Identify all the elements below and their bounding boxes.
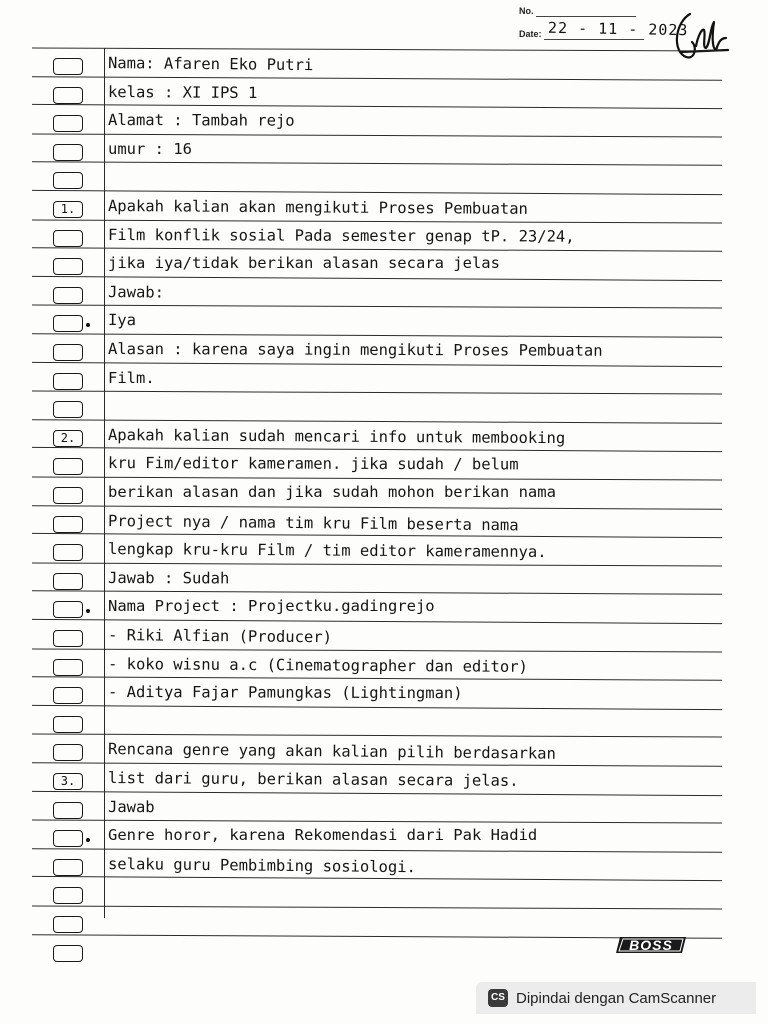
row-checkbox[interactable] (53, 373, 83, 390)
ruled-line (32, 361, 722, 366)
row-checkbox[interactable] (53, 401, 83, 418)
row-checkbox[interactable] (53, 573, 83, 590)
row-checkbox[interactable] (53, 172, 83, 189)
row-checkbox[interactable] (53, 802, 83, 819)
handwritten-line: list dari guru, berikan alasan secara jelas. (107, 769, 519, 790)
ruled-line (32, 276, 722, 281)
handwritten-line: Apakah kalian sudah mencari info untuk membooking (107, 425, 566, 447)
row-checkbox[interactable] (53, 516, 83, 533)
ruled-line (32, 505, 722, 510)
row-checkbox[interactable] (53, 230, 83, 247)
ruled-line (32, 905, 722, 909)
camscanner-text: Dipindai dengan CamScanner (516, 989, 717, 1007)
row-checkbox[interactable] (53, 258, 83, 275)
handwritten-line: Alasan : karena saya ingin mengikuti Proses Pembuatan (107, 340, 603, 360)
row-checkbox[interactable] (53, 487, 83, 504)
handwritten-line: - koko wisnu a.c (Cinematographer dan editor) (107, 654, 528, 676)
margin-line (104, 48, 105, 918)
handwritten-line: Jawab (107, 797, 155, 816)
ruled-line (32, 619, 722, 624)
row-checkbox[interactable] (53, 601, 83, 618)
handwritten-line: Film konflik sosial Pada semester genap tP. 23/24, (107, 225, 575, 246)
question-number-box[interactable]: 3. (53, 773, 83, 790)
ruled-line (32, 676, 722, 681)
ruled-line (32, 419, 722, 424)
handwritten-line: kelas : XI IPS 1 (107, 82, 258, 102)
handwritten-line: kru Fim/editor kameramen. jika sudah / belum (107, 454, 519, 474)
handwritten-line: - Aditya Fajar Pamungkas (Lightingman) (107, 683, 463, 703)
date-underline (544, 39, 644, 40)
ruled-line (32, 820, 722, 824)
handwritten-line: jika iya/tidak berikan alasan secara jelas (108, 254, 500, 273)
boss-logo (614, 935, 688, 955)
date-value: 22 - 11 - 2023 (547, 18, 689, 40)
ruled-line (32, 104, 722, 109)
handwritten-line: Nama: Afaren Eko Putri (107, 54, 314, 75)
ruled-line (32, 562, 722, 566)
row-checkbox[interactable] (53, 630, 83, 647)
row-checkbox[interactable] (53, 458, 83, 475)
handwritten-line: - Riki Alfian (Producer) (107, 626, 333, 647)
handwritten-line: selaku guru Pembimbing sosiologi. (107, 854, 417, 877)
ruled-line (32, 790, 722, 795)
camscanner-icon: CS (488, 989, 508, 1007)
row-checkbox[interactable] (53, 144, 83, 161)
ruled-line (32, 133, 722, 137)
date-label: Date: (519, 29, 542, 39)
handwritten-line: umur : 16 (108, 139, 192, 158)
row-checkbox[interactable] (53, 830, 83, 847)
ruled-line (32, 219, 722, 223)
ruled-line (32, 247, 722, 252)
row-checkbox[interactable] (53, 659, 83, 676)
handwritten-line: Apakah kalian akan mengikuti Proses Pembuatan (107, 197, 528, 218)
ruled-line (32, 447, 722, 452)
handwritten-line (108, 912, 723, 914)
handwritten-line: Project nya / nama tim kru Film beserta nama (107, 511, 519, 534)
ruled-line (32, 162, 722, 167)
handwritten-line: Iya (107, 311, 137, 330)
handwritten-line: berikan alasan dan jika sudah mohon berikan nama (108, 483, 556, 501)
question-number-box[interactable]: 2. (53, 430, 83, 447)
row-checkbox[interactable] (53, 315, 83, 332)
handwritten-line: Alamat : Tambah rejo (107, 111, 295, 130)
ruled-line (32, 734, 722, 738)
camscanner-watermark (476, 982, 756, 1014)
ruled-line (32, 476, 722, 480)
handwritten-line: Jawab : Sudah (107, 568, 230, 588)
question-number-box[interactable]: 1. (53, 201, 83, 218)
signature (668, 8, 730, 64)
handwritten-line (108, 883, 723, 887)
handwritten-line (108, 168, 723, 174)
row-checkbox[interactable] (53, 544, 83, 561)
row-checkbox[interactable] (53, 916, 83, 933)
handwritten-line: Rencana genre yang akan kalian pilih berdasarkan (107, 740, 557, 764)
row-checkbox[interactable] (53, 687, 83, 704)
bullet-dot (86, 609, 90, 613)
row-checkbox[interactable] (53, 744, 83, 761)
handwritten-line: Jawab: (107, 282, 165, 302)
row-checkbox[interactable] (53, 344, 83, 361)
row-checkbox[interactable] (53, 58, 83, 75)
ruled-line (32, 848, 722, 853)
ruled-line (32, 333, 722, 338)
handwritten-line: Nama Project : Projectku.gadingrejo (108, 597, 435, 616)
handwritten-line: Film. (108, 368, 155, 387)
row-checkbox[interactable] (53, 287, 83, 304)
ruled-line (32, 705, 722, 710)
row-checkbox[interactable] (53, 859, 83, 876)
no-label: No. (519, 6, 534, 16)
row-checkbox[interactable] (53, 716, 83, 733)
row-checkbox[interactable] (53, 87, 83, 104)
row-checkbox[interactable] (53, 945, 83, 962)
bullet-dot (86, 838, 90, 842)
row-checkbox[interactable] (53, 115, 83, 132)
bullet-dot (86, 323, 90, 327)
ruled-line (32, 391, 722, 395)
handwritten-line (108, 397, 723, 403)
ruled-line (32, 47, 722, 51)
logo-text: BOSS (629, 937, 673, 953)
ruled-line (32, 591, 722, 596)
handwritten-line: Genre horor, karena Rekomendasi dari Pak Hadid (108, 826, 538, 845)
handwritten-line: lengkap kru-kru Film / tim editor kameramennya. (107, 540, 547, 562)
ruled-line (32, 190, 722, 195)
no-underline (536, 16, 636, 17)
row-checkbox[interactable] (53, 887, 83, 904)
